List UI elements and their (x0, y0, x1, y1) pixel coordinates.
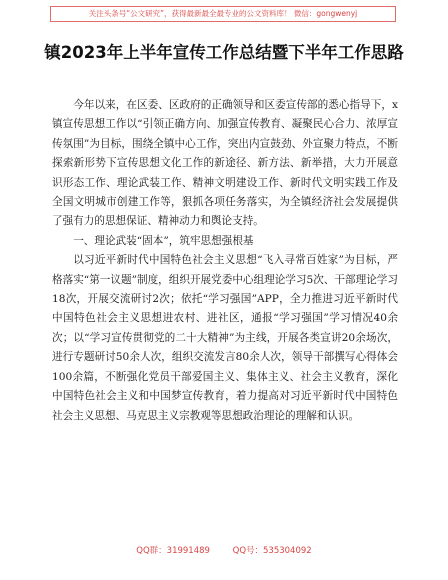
section-heading: 一、理论武装“固本”，筑牢思想强根基 (73, 234, 254, 247)
paragraph-section-1: 以习近平新时代中国特色社会主义思想“飞入寻常百姓家”为目标，严格落实“第一议题”制度，组织开展党委中心组理论学习5次、干部理论学习18次，开展交流研讨2次；依托“学习强国”APP，全力推进习近平新时代中国特色社会主义思想进农村、进社区，通报“学习强国”学习情况40余次；以“学习宣传贯彻党的二十大精神”为主线，开展各类宣讲20余场次，进行专题研讨50余人次，组织交流发言80余人次，领导干部撰写心得体会100余篇，不断强化党员干部爱国主义、集体主义、社会主义教育，深化中国特色社会主义和中国梦宣传教育，着力提高对习近平新时代中国特色社会主义思想、马克思主义宗教观等思想政治理论的理解和认识。 (52, 254, 398, 422)
footer-contact (0, 544, 448, 556)
document-body (52, 96, 398, 426)
document-title: 镇2023年上半年宣传工作总结暨下半年工作思路 (44, 43, 404, 62)
header-banner: 关注头条号“公文研究”，获得最新最全最专业的公文资料库！ 微信：gongwenyj (50, 6, 396, 22)
footer-qq-number: QQ号：535304092 (232, 546, 312, 556)
footer-qq-group: QQ群：31991489 (136, 546, 210, 556)
paragraph-intro: 今年以来，在区委、区政府的正确领导和区委宣传部的悉心指导下，x镇宣传思想工作以“引领正确方向、加强宣传教育、凝聚民心合力、浓厚宣传氛围”为目标，围绕全镇中心工作，突出内宣鼓劲、外宣聚力特点，不断探索新形势下宣传思想文化工作的新途径、新方法、新举措，大力开展意识形态工作、理论武装工作、精神文明建设工作、新时代文明实践工作及全国文明城市创建工作等，狠抓各项任务落实，为全镇经济社会发展提供了强有力的思想保证、精神动力和舆论支持。 (52, 99, 398, 228)
